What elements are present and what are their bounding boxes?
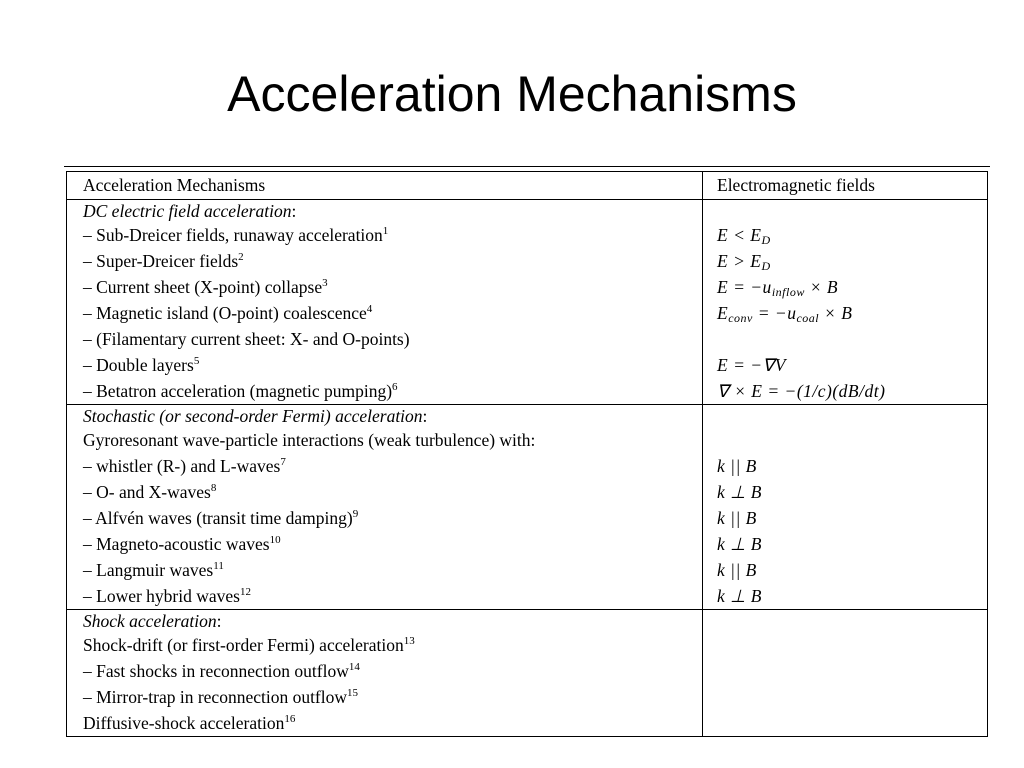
field-formula: k ⊥ B xyxy=(717,482,762,502)
field-formula: k || B xyxy=(717,456,757,476)
list-item: – Langmuir waves$^{11}$ xyxy=(83,560,224,580)
list-item: – whistler (R-) and L-waves$^7$ xyxy=(83,456,286,476)
header-mechanisms: Acceleration Mechanisms xyxy=(83,175,266,195)
section-stochastic xyxy=(67,404,987,609)
header-fields: Electromagnetic fields xyxy=(717,175,875,195)
section-intro: Gyroresonant wave-particle interactions (weak turbulence) with: xyxy=(83,430,536,450)
field-formula: E = −∇V xyxy=(717,355,786,375)
header-cell-fields xyxy=(703,172,987,199)
field-formula: $E > E_D$ xyxy=(717,251,771,273)
top-rule xyxy=(64,166,990,167)
slide-title: Acceleration Mechanisms xyxy=(227,66,797,122)
list-item: – Mirror-trap in reconnection outflow$^{15}$ xyxy=(83,687,359,707)
mechanisms-table xyxy=(66,171,988,737)
table-header-row xyxy=(67,172,987,199)
header-cell-mechanisms xyxy=(67,172,703,199)
list-item: Diffusive-shock acceleration$^{16}$ xyxy=(83,713,296,733)
field-formula: k || B xyxy=(717,560,757,580)
list-item: Shock-drift (or first-order Fermi) acceleration$^{13}$ xyxy=(83,635,415,655)
section-heading-stochastic: Stochastic (or second-order Fermi) acceleration: xyxy=(83,406,428,426)
list-item: – Fast shocks in reconnection outflow$^{14}$ xyxy=(83,661,360,681)
field-formula: ∇ × E = −(1/c)(dB/dt) xyxy=(717,381,886,401)
field-formula: k ⊥ B xyxy=(717,586,762,606)
section-heading-shock: Shock acceleration: xyxy=(83,611,222,631)
field-formula: k || B xyxy=(717,508,757,528)
section-heading-dc: DC electric field acceleration: xyxy=(83,201,297,221)
field-formula: $E = -u_{inflow} \times B$ xyxy=(717,277,839,299)
list-item: – Alfvén waves (transit time damping)$^9$ xyxy=(83,508,359,528)
list-item: – Lower hybrid waves$^{12}$ xyxy=(83,586,251,606)
list-item: – O- and X-waves$^8$ xyxy=(83,482,217,502)
list-item: – (Filamentary current sheet: X- and O-points) xyxy=(83,329,410,349)
section-shock xyxy=(67,609,987,736)
field-formula: $E_{conv} = -u_{coal} \times B$ xyxy=(717,303,853,325)
list-item: – Current sheet (X-point) collapse$^3$ xyxy=(83,277,328,297)
list-item: – Super-Dreicer fields$^2$ xyxy=(83,251,244,271)
list-item: – Betatron acceleration (magnetic pumping)$^6$ xyxy=(83,381,398,401)
section-dc xyxy=(67,199,987,404)
field-formula: $E < E_D$ xyxy=(717,225,771,247)
list-item: – Magneto-acoustic waves$^{10}$ xyxy=(83,534,281,554)
list-item: – Double layers$^5$ xyxy=(83,355,200,375)
list-item: – Sub-Dreicer fields, runaway acceleration$^1$ xyxy=(83,225,389,245)
list-item: – Magnetic island (O-point) coalescence$^4$ xyxy=(83,303,373,323)
field-formula: k ⊥ B xyxy=(717,534,762,554)
